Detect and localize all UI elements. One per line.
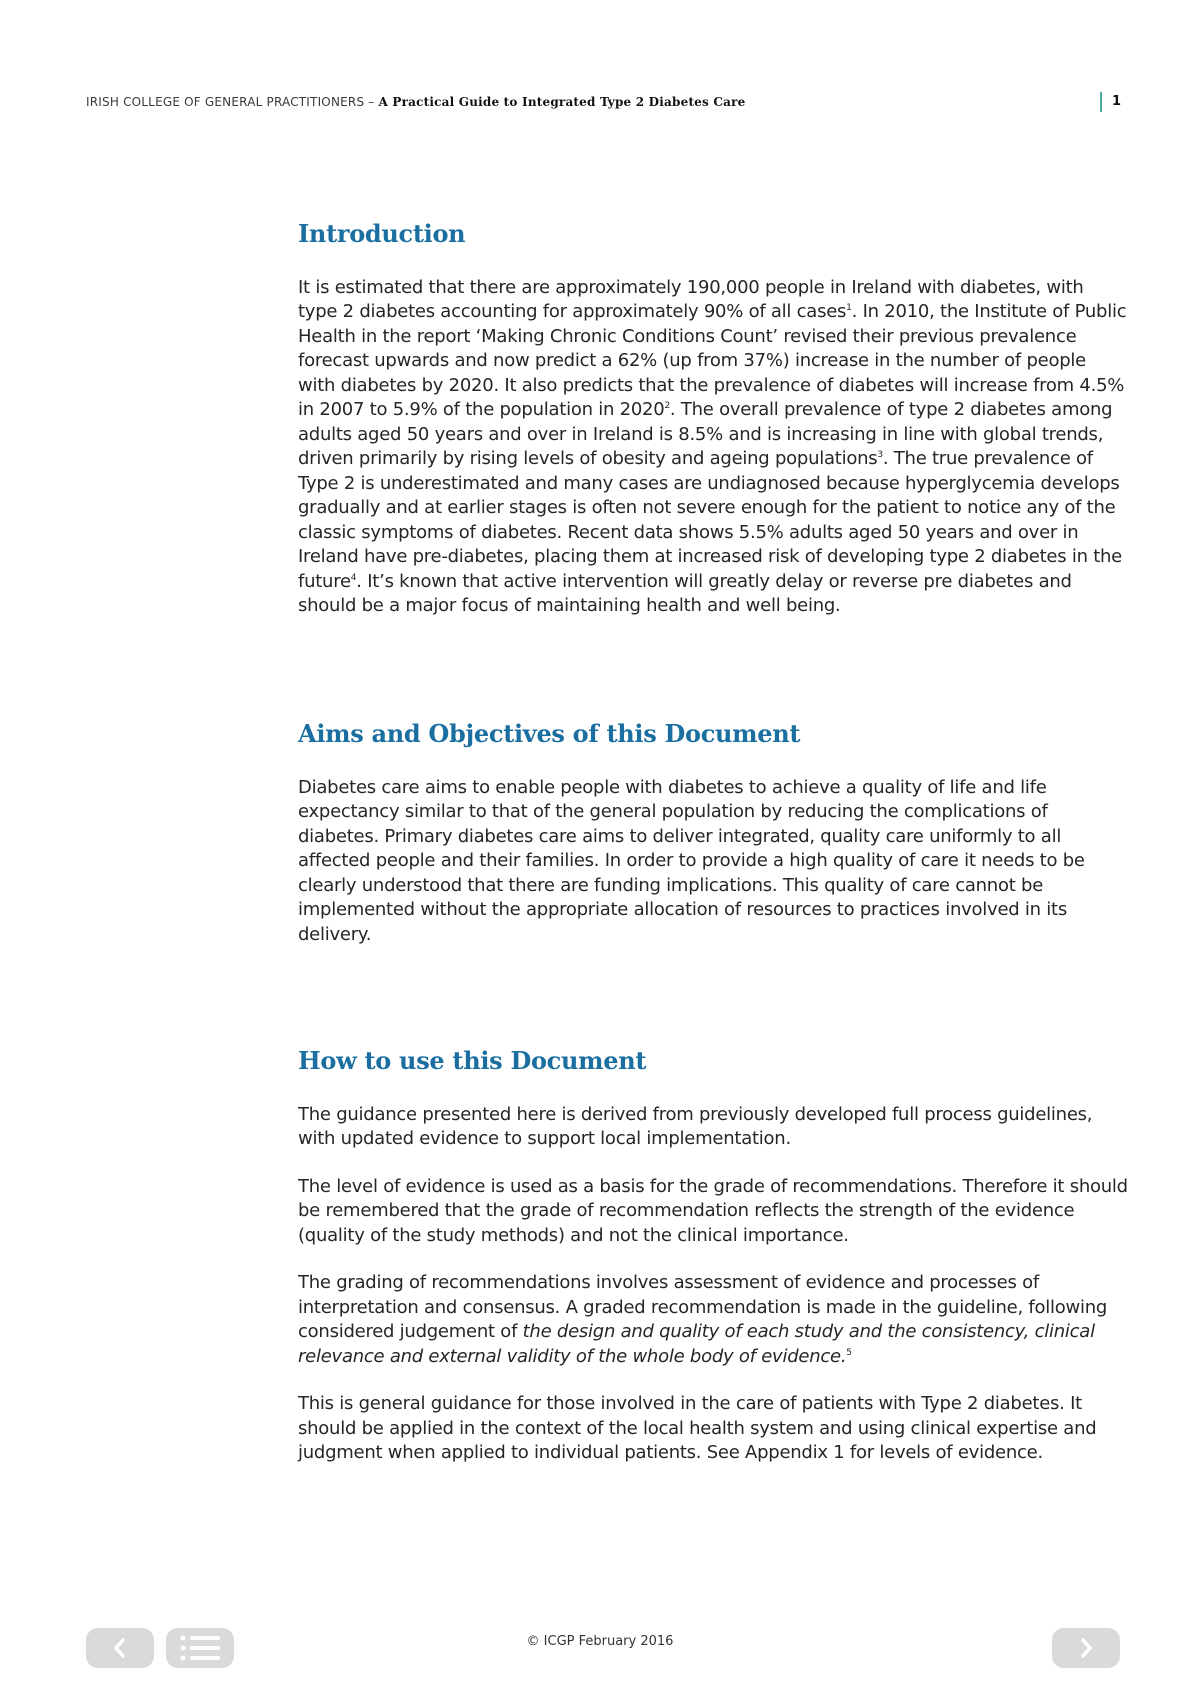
footnote-ref: 2 — [664, 401, 670, 412]
aims-heading: Aims and Objectives of this Document — [298, 718, 801, 748]
section-introduction — [298, 220, 1128, 619]
page-number: 1 — [1100, 92, 1121, 112]
introduction-heading: Introduction — [298, 219, 466, 248]
footnote-ref: 4 — [350, 572, 357, 583]
introduction-paragraph: It is estimated that there are approximately 190,000 people in Ireland with diabetes, with type 2 diabetes accounting for approximately 90% of all cases$^1$. In 2010, the Institute of Public Health in the report ‘Making Chronic Conditions Count’ revised their previous prevalence forecast upwards and now predict a 62% (up from 37%) increase in the number of people with diabetes by 2020. It also predicts that the prevalence of diabetes will increase from 4.5% in 2007 to 5.9% of the population in 2020$^2$. The overall prevalence of type 2 diabetes among adults aged 50 years and over in Ireland is 8.5% and is increasing in line with global trends, driven primarily by rising levels of obesity and ageing populations$^3$. The true prevalence of Type 2 is underestimated and many cases are undiagnosed because hyperglycemia develops gradually and at earlier stages is often not severe enough for the patient to notice any of the classic symptoms of diabetes. Recent data shows 5.5% adults aged 50 years and over in Ireland have pre-diabetes, placing them at increased risk of developing type 2 diabetes in the future$^4$. It’s known that active intervention will greatly delay or reverse pre diabetes and should be a major focus of maintaining health and well being. — [298, 276, 1127, 617]
how-to-use-heading: How to use this Document — [298, 1046, 647, 1076]
how-to-use-paragraph: The guidance presented here is derived from previously developed full process guidelines, with updated evidence to support local implementation. — [298, 1103, 1093, 1150]
how-to-use-paragraph: The grading of recommendations involves assessment of evidence and processes of interpretation and consensus. A graded recommendation is made in the guideline, following considered judgement of the design and quality of each study and the consistency, clinical relevance and external validity of the whole body of evidence.$^5$ — [298, 1272, 1108, 1367]
footnote-ref: 1 — [846, 303, 852, 314]
header-organisation: IRISH COLLEGE OF GENERAL PRACTITIONERS — [86, 95, 365, 109]
aims-paragraph: Diabetes care aims to enable people with diabetes to achieve a quality of life and life expectancy similar to that of the general population by reducing the complications of diabetes. Primary diabetes care aims to deliver integrated, quality care uniformly to all affected people and their families. In order to provide a high quality of care it needs to be clearly understood that there are funding implications. This quality of care cannot be implemented without the appropriate allocation of resources to practices involved in its delivery. — [298, 776, 1085, 945]
chevron-right-icon — [1076, 1636, 1096, 1660]
next-page-button[interactable] — [1052, 1628, 1120, 1668]
section-aims — [298, 720, 1128, 947]
section-how-to-use — [298, 1047, 1128, 1466]
how-to-use-paragraph: The level of evidence is used as a basis for the grade of recommendations. Therefore it should be remembered that the grade of recommendation reflects the strength of the evidence (quality of the study methods) and not the clinical importance. — [298, 1175, 1128, 1246]
copyright-notice: © ICGP February 2016 — [526, 1634, 674, 1649]
header-separator: – — [364, 95, 379, 109]
how-to-use-paragraph: This is general guidance for those involved in the care of patients with Type 2 diabetes. It should be applied in the context of the local health system and using clinical expertise and judgment when applied to individual patients. See Appendix 1 for levels of evidence. — [298, 1393, 1097, 1464]
main-content — [298, 220, 1128, 1466]
running-header — [86, 95, 745, 109]
footnote-ref: 5 — [846, 1347, 852, 1358]
header-document-title: A Practical Guide to Integrated Type 2 Diabetes Care — [378, 95, 746, 109]
footnote-ref: 3 — [877, 450, 883, 461]
